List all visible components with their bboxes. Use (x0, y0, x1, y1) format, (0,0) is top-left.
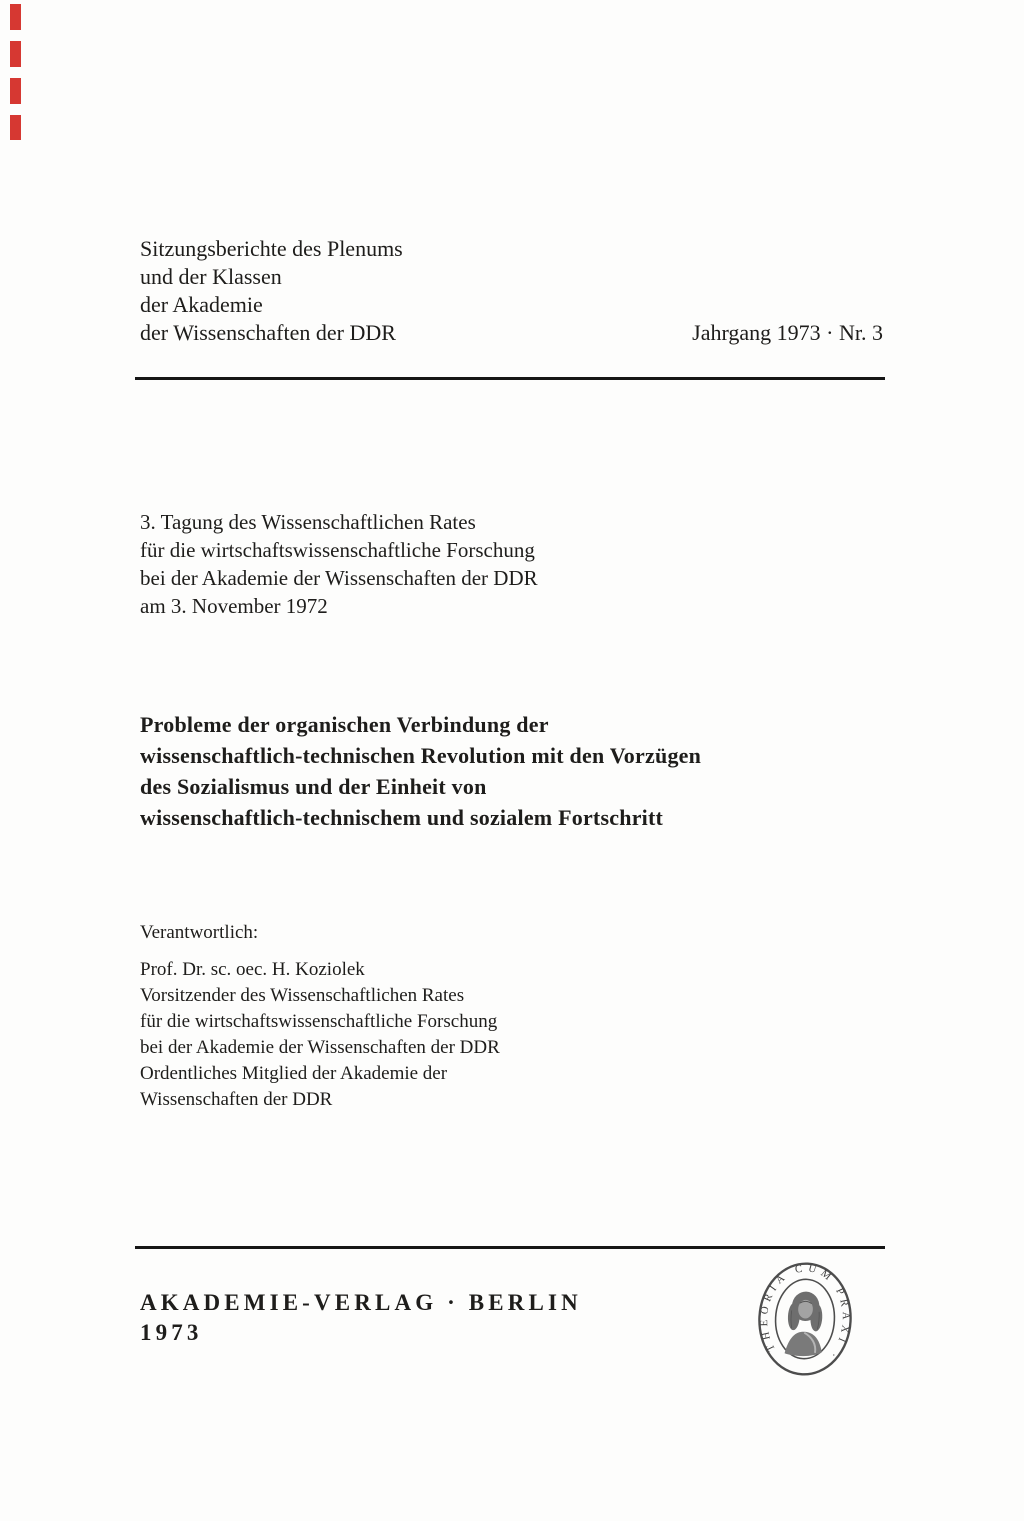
series-masthead (140, 235, 403, 347)
session-line: bei der Akademie der Wissenschaften der DDR (140, 566, 538, 590)
leibniz-seal-icon (756, 1260, 854, 1378)
title-line: des Sozialismus und der Einheit von (140, 774, 487, 799)
imprint-block (140, 1288, 582, 1348)
masthead-line: der Akademie (140, 292, 263, 317)
title-line: wissenschaftlich-technischen Revolution mit den Vorzügen (140, 743, 702, 768)
masthead-line: Sitzungsberichte des Plenums (140, 236, 403, 261)
bottom-rule (135, 1246, 885, 1249)
session-line: für die wirtschaftswissenschaftliche Forschung (140, 538, 535, 562)
masthead-line: der Wissenschaften der DDR (140, 320, 396, 345)
credit-line: bei der Akademie der Wissenschaften der DDR (140, 1037, 500, 1058)
issue-label: Jahrgang 1973 · Nr. 3 (692, 320, 883, 345)
imprint-year: 1973 (140, 1320, 203, 1345)
credit-line: für die wirtschaftswissenschaftliche Forschung (140, 1011, 498, 1032)
title-line: Probleme der organischen Verbindung der (140, 712, 549, 737)
credit-line: Ordentliches Mitglied der Akademie der (140, 1063, 448, 1084)
credit-line: Prof. Dr. sc. oec. H. Koziolek (140, 959, 365, 980)
session-line: 3. Tagung des Wissenschaftlichen Rates (140, 510, 476, 534)
session-line: am 3. November 1972 (140, 594, 328, 618)
scan-registration-mark (10, 4, 21, 140)
responsible-label: Verantwortlich: (140, 922, 259, 943)
top-rule (135, 377, 885, 380)
credit-line: Vorsitzender des Wissenschaftlichen Rates (140, 985, 465, 1006)
masthead-line: und der Klassen (140, 264, 282, 289)
leibniz-portrait (784, 1291, 825, 1358)
credit-line: Wissenschaften der DDR (140, 1089, 333, 1110)
responsible-credits (140, 957, 500, 1113)
session-block (140, 508, 538, 620)
document-title (140, 709, 701, 833)
seal-motto-text: THEORIA CUM PRAXI · (758, 1262, 852, 1364)
title-line: wissenschaftlich-technischem und sozialem Fortschritt (140, 805, 664, 830)
publisher-name: AKADEMIE-VERLAG · BERLIN (140, 1290, 582, 1315)
